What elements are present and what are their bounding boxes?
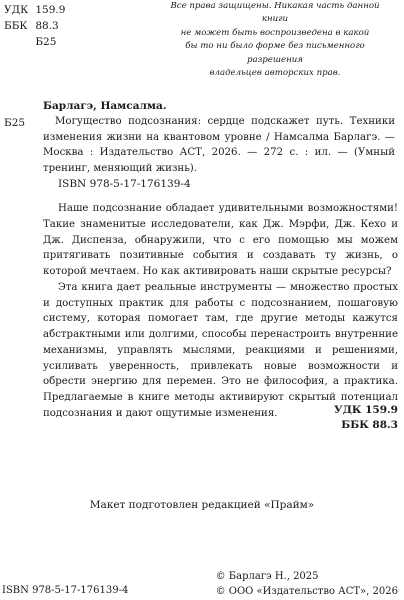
rights-line: владельцев авторских прав.: [209, 68, 341, 79]
rights-notice: [156, 0, 394, 80]
isbn-bottom: ISBN 978-5-17-176139-4: [2, 585, 129, 596]
udk-code-right: УДК 159.9: [334, 404, 398, 416]
udk-value: 159.9: [35, 4, 66, 16]
bbk-code: [4, 18, 65, 34]
udk-label: УДК: [4, 4, 29, 16]
abstract-paragraph: Эта книга дает реальные инструменты — множество простых и доступных практик для работы с подсознанием, пошаговую систему, которая помогает там, где другие методы кажутся абстрактными или долгими, способы перенастроить внутренние механизмы, управлять мыслями, реакциями и решениями, усиливать уверенность, привлекать новые возможности и обрести энергию для перемен. Это не философия, а практика. Предлагаемые в книге методы активируют скрытый потенциал подсознания и дают ощутимые изменения.: [43, 281, 398, 419]
rights-line: Все права защищены. Никакая часть данной книги: [170, 1, 380, 25]
classification-codes: [4, 2, 65, 50]
copyright-publisher: © ООО «Издательство АСТ», 2026: [215, 586, 398, 597]
bibliographic-description: Могущество подсознания: сердце подскажет путь. Техники изменения жизни на квантовом уровне / Намсалма Барлагэ. — Москва : Издательство АСТ, 2026. — 272 с. : ил. — (Умный тренинг, меняющий жизнь).: [43, 116, 395, 175]
author-mark-left: Б25: [4, 117, 26, 129]
bbk-value: 88.3: [35, 20, 59, 32]
bbk-label: ББК: [4, 20, 28, 32]
abstract: [43, 201, 398, 422]
classification-codes-right: [334, 403, 398, 433]
udk-code: [4, 2, 65, 18]
author-mark-top: [4, 34, 65, 50]
author-heading: Барлагэ, Намсалма.: [43, 100, 167, 112]
bbk-code-right: ББК 88.3: [341, 419, 398, 431]
author-mark-value: Б25: [35, 36, 57, 48]
copyright-block: [216, 569, 398, 599]
rights-line: не может быть воспроизведена в какой: [180, 27, 370, 38]
copyright-author: © Барлагэ Н., 2025: [215, 571, 319, 582]
prepared-by: Макет подготовлен редакцией «Прайм»: [89, 499, 315, 511]
rights-line: бы то ни было форме без письменного разрешения: [185, 41, 365, 65]
isbn-main: ISBN 978-5-17-176139-4: [58, 178, 191, 190]
abstract-paragraph: Наше подсознание обладает удивительными возможностями! Такие знаменитые исследователи, как Дж. Мэрфи, Дж. Кехо и Дж. Диспенза, обнаружили, что с его помощью мы можем притягивать позитивные события и создавать ту жизнь, о которой мечтаем. Но как активировать наши скрытые ресурсы?: [43, 203, 398, 277]
